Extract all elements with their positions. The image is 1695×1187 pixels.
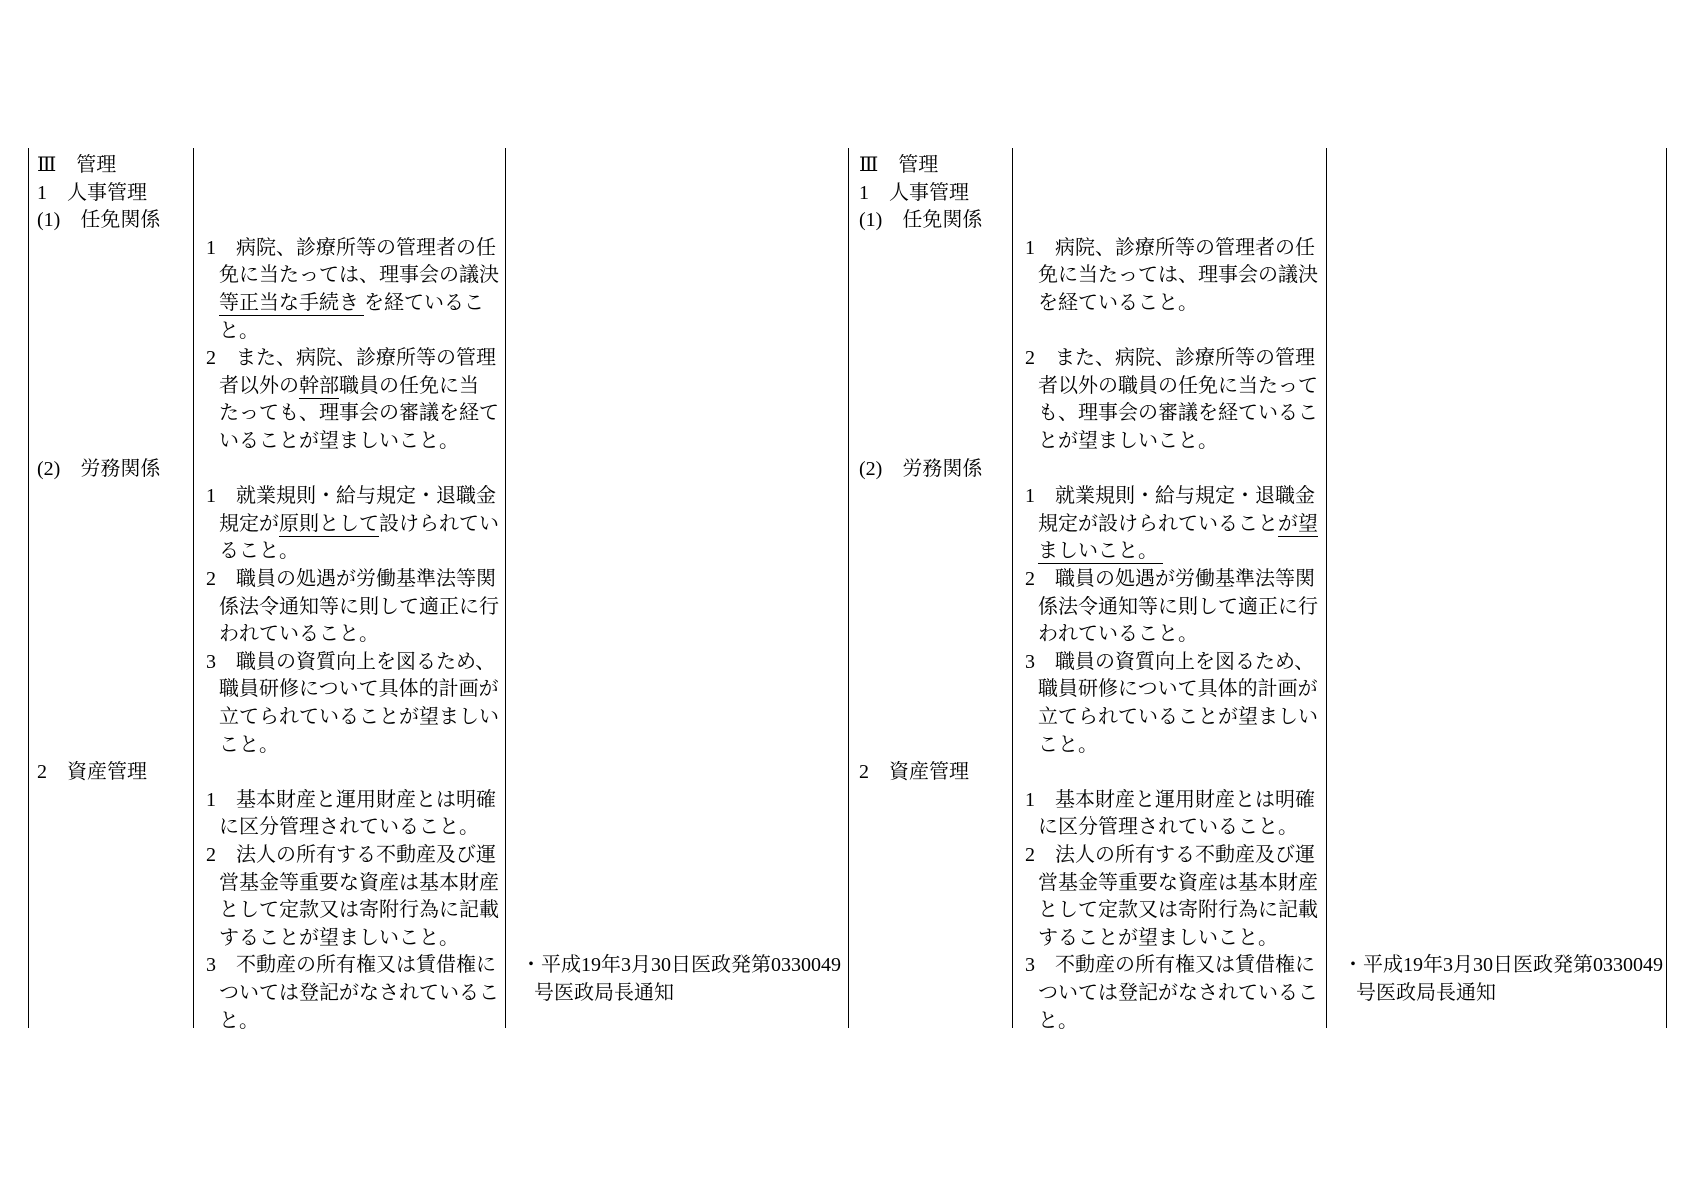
table-text-line: 係法令通知等に則して適正に行 <box>219 596 499 618</box>
table-text-line: 1 基本財産と運用財産とは明確 <box>206 789 496 811</box>
table-text-line: とが望ましいこと。 <box>1038 430 1218 452</box>
table-text-line: 規定が原則として設けられてい <box>219 513 499 535</box>
section-heading: Ⅲ 管理 <box>37 154 117 176</box>
section-heading: (2) 労務関係 <box>37 458 161 480</box>
table-text-line: 者以外の職員の任免に当たって <box>1038 375 1318 397</box>
section-heading: (2) 労務関係 <box>859 458 983 480</box>
table-text-line: 職員研修について具体的計画が <box>1038 678 1318 700</box>
table-text-line: 係法令通知等に則して適正に行 <box>1038 596 1318 618</box>
right-criteria-column <box>1012 148 1326 1032</box>
table-text-line: 者以外の幹部職員の任免に当 <box>219 375 479 397</box>
right-section-column <box>848 148 1012 1028</box>
table-text-line: 3 不動産の所有権又は賃借権に <box>206 954 496 976</box>
underlined-text: ましいこと。 <box>1038 540 1163 562</box>
table-text-line: 2 職員の処遇が労働基準法等関 <box>206 568 496 590</box>
section-heading: (1) 任免関係 <box>859 209 983 231</box>
underlined-text: 等正当な手続き <box>219 292 364 314</box>
table-text-line: 規定が設けられていることが望 <box>1038 513 1318 535</box>
table-text-line: することが望ましいこと。 <box>219 927 459 949</box>
table-text-line: 1 病院、診療所等の管理者の任 <box>1025 237 1315 259</box>
table-text-line: と。 <box>219 1010 259 1032</box>
table-text-line: 3 職員の資質向上を図るため、 <box>206 651 496 673</box>
table-text-line: 1 基本財産と運用財産とは明確 <box>1025 789 1315 811</box>
section-heading: (1) 任免関係 <box>37 209 161 231</box>
section-heading: 2 資産管理 <box>37 761 147 783</box>
table-text-line: を経ていること。 <box>1038 292 1198 314</box>
section-heading: 1 人事管理 <box>37 182 147 204</box>
table-text-line: に区分管理されていること。 <box>219 816 479 838</box>
underlined-text: 幹部 <box>299 375 339 397</box>
reference-note: ・平成19年3月30日医政発第0330049 <box>1343 954 1663 976</box>
table-text-line <box>1038 538 1163 564</box>
table-text-line: として定款又は寄附行為に記載 <box>1038 899 1318 921</box>
reference-note: 号医政局長通知 <box>534 982 674 1004</box>
table-text-line: 2 法人の所有する不動産及び運 <box>1025 844 1315 866</box>
table-text-line: われていること。 <box>1038 623 1198 645</box>
table-text-line: 立てられていることが望ましい <box>1038 706 1318 728</box>
section-heading: Ⅲ 管理 <box>859 154 939 176</box>
section-heading: 1 人事管理 <box>859 182 969 204</box>
table-text-line: 免に当たっては、理事会の議決 <box>1038 264 1318 286</box>
underlined-text: が望 <box>1278 513 1318 535</box>
table-text-line: 営基金等重要な資産は基本財産 <box>219 872 499 894</box>
table-text-line: 立てられていることが望ましい <box>219 706 499 728</box>
table-text-line: いることが望ましいこと。 <box>219 430 459 452</box>
inspection-standards-table <box>28 148 1667 1032</box>
table-text-line: として定款又は寄附行為に記載 <box>219 899 499 921</box>
table-text-line: と。 <box>219 320 259 342</box>
section-heading: 2 資産管理 <box>859 761 969 783</box>
reference-note: ・平成19年3月30日医政発第0330049 <box>521 954 841 976</box>
table-text-line: ること。 <box>219 540 299 562</box>
table-text-line: 営基金等重要な資産は基本財産 <box>1038 872 1318 894</box>
table-text-line: 2 職員の処遇が労働基準法等関 <box>1025 568 1315 590</box>
table-text-line: 2 また、病院、診療所等の管理 <box>206 347 496 369</box>
table-text-line: 3 職員の資質向上を図るため、 <box>1025 651 1315 673</box>
left-section-column <box>28 148 193 1028</box>
table-text-line: 職員研修について具体的計画が <box>219 678 499 700</box>
table-text-line: こと。 <box>219 734 279 756</box>
table-text-line: と。 <box>1038 1010 1078 1032</box>
table-text-line: ついては登記がなされているこ <box>1038 982 1318 1004</box>
reference-note: 号医政局長通知 <box>1356 982 1496 1004</box>
left-notes-column <box>505 148 848 1028</box>
table-text-line: 免に当たっては、理事会の議決 <box>219 264 499 286</box>
table-text-line: することが望ましいこと。 <box>1038 927 1278 949</box>
table-text-line: われていること。 <box>219 623 379 645</box>
table-text-line: たっても、理事会の審議を経て <box>219 402 499 424</box>
table-text-line: 3 不動産の所有権又は賃借権に <box>1025 954 1315 976</box>
table-text-line: に区分管理されていること。 <box>1038 816 1298 838</box>
left-criteria-column <box>193 148 505 1032</box>
table-text-line: 1 就業規則・給与規定・退職金 <box>206 485 496 507</box>
table-text-line: ついては登記がなされているこ <box>219 982 499 1004</box>
table-text-line: 1 病院、診療所等の管理者の任 <box>206 237 496 259</box>
table-text-line: 2 また、病院、診療所等の管理 <box>1025 347 1315 369</box>
right-notes-column <box>1326 148 1667 1028</box>
table-text-line: 2 法人の所有する不動産及び運 <box>206 844 496 866</box>
underlined-text: 原則として <box>279 513 379 535</box>
table-text-line: 1 就業規則・給与規定・退職金 <box>1025 485 1315 507</box>
table-text-line: も、理事会の審議を経ているこ <box>1038 402 1318 424</box>
table-text-line: こと。 <box>1038 734 1098 756</box>
table-text-line: 等正当な手続き を経ているこ <box>219 292 484 314</box>
